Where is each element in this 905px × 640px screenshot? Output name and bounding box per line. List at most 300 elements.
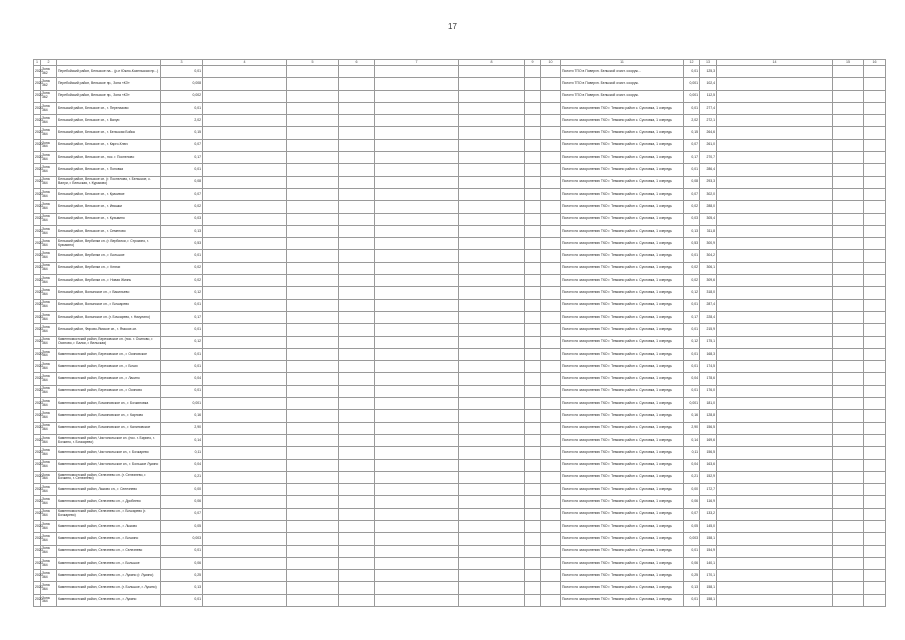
empty-cell (525, 225, 541, 237)
empty-cell (339, 164, 375, 176)
empty-cell (864, 324, 886, 336)
empty-cell (833, 176, 864, 188)
empty-cell (525, 496, 541, 508)
empty-cell (339, 385, 375, 397)
table-row (34, 557, 886, 569)
year-cell: 2020 (34, 471, 41, 483)
empty-cell (833, 361, 864, 373)
empty-cell (375, 78, 459, 90)
empty-cell (833, 570, 864, 582)
year-cell: 2020 (34, 90, 41, 102)
empty-cell (717, 520, 833, 532)
year-cell: 2020 (34, 324, 41, 336)
empty-cell (833, 447, 864, 459)
empty-cell (287, 447, 339, 459)
distance-cell: 112,5 (700, 90, 717, 102)
empty-cell (833, 459, 864, 471)
mass-cell: 0,01 (161, 594, 203, 606)
year-cell: 2020 (34, 287, 41, 299)
empty-cell (541, 570, 561, 582)
empty-cell (375, 508, 459, 520)
column-number: 16 (864, 60, 886, 66)
table-row (34, 324, 886, 336)
empty-cell (717, 213, 833, 225)
mass-cell: 2,02 (161, 115, 203, 127)
empty-cell (287, 299, 339, 311)
locality-cell: Перебойский район, Бельское на... (р-н Южно-Козельская нр...) (57, 66, 161, 78)
empty-cell (833, 373, 864, 385)
empty-cell (833, 311, 864, 323)
table-row (34, 188, 886, 200)
empty-cell (833, 594, 864, 606)
empty-cell (459, 287, 525, 299)
empty-cell (339, 262, 375, 274)
locality-cell: Перебойский район, Вельское пр., Зона «КЗ» (57, 90, 161, 102)
table-row (34, 398, 886, 410)
empty-cell (459, 127, 525, 139)
zone-code-cell: Зона 364 (41, 434, 57, 446)
zone-code-cell: Зона 364 (41, 287, 57, 299)
empty-cell (459, 213, 525, 225)
empty-cell (717, 336, 833, 348)
empty-cell (864, 471, 886, 483)
empty-cell (833, 225, 864, 237)
year-cell: 2020 (34, 557, 41, 569)
empty-cell (459, 238, 525, 250)
empty-cell (375, 447, 459, 459)
empty-cell (339, 311, 375, 323)
empty-cell (525, 311, 541, 323)
empty-cell (339, 361, 375, 373)
empty-cell (287, 90, 339, 102)
empty-cell (525, 484, 541, 496)
table-row (34, 66, 886, 78)
empty-cell (717, 484, 833, 496)
empty-cell (541, 213, 561, 225)
zone-code-cell: Зона 364 (41, 188, 57, 200)
mass-cell: 0,12 (161, 287, 203, 299)
empty-cell (717, 582, 833, 594)
locality-cell: Каменномостский район, Селезнево сп., г. Лукино (г. Лукино) (57, 570, 161, 582)
mass-total-cell: 0,14 (684, 434, 700, 446)
empty-cell (339, 324, 375, 336)
table-row (34, 471, 886, 483)
empty-cell (287, 570, 339, 582)
empty-cell (459, 508, 525, 520)
locality-cell: Каменномостский район, Березовское сп., г. Осиновское (57, 348, 161, 360)
year-cell: 2020 (34, 139, 41, 151)
empty-cell (203, 533, 287, 545)
table-row (34, 311, 886, 323)
empty-cell (833, 78, 864, 90)
column-number: 4 (203, 60, 287, 66)
empty-cell (339, 422, 375, 434)
locality-cell: Бельский район, Вельское сп., г. Семеново (57, 225, 161, 237)
distance-cell: 178,6 (700, 373, 717, 385)
empty-cell (525, 373, 541, 385)
empty-cell (287, 373, 339, 385)
empty-cell (287, 250, 339, 262)
empty-cell (287, 385, 339, 397)
empty-cell (541, 398, 561, 410)
empty-cell (459, 324, 525, 336)
empty-cell (541, 176, 561, 188)
zone-code-cell: Зона 364 (41, 459, 57, 471)
empty-cell (287, 102, 339, 114)
mass-total-cell: 0,04 (684, 459, 700, 471)
empty-cell (203, 471, 287, 483)
column-number: 11 (561, 60, 684, 66)
empty-cell (717, 176, 833, 188)
empty-cell (459, 176, 525, 188)
table-row (34, 336, 886, 348)
facility-cell: Полоти ТПО в Поверхн. Бельской очист. сооруж. (561, 90, 684, 102)
locality-cell: Бельский район, Волынское сп., г. Васильево (57, 287, 161, 299)
empty-cell (203, 127, 287, 139)
distance-cell: 102,4 (700, 78, 717, 90)
empty-cell (203, 188, 287, 200)
table-row (34, 361, 886, 373)
empty-cell (864, 336, 886, 348)
empty-cell (203, 201, 287, 213)
empty-cell (541, 78, 561, 90)
empty-cell (525, 250, 541, 262)
empty-cell (203, 176, 287, 188)
distance-cell: 318,0 (700, 287, 717, 299)
empty-cell (459, 78, 525, 90)
empty-cell (864, 176, 886, 188)
zone-code-cell: Зона 364 (41, 410, 57, 422)
table-row (34, 594, 886, 606)
empty-cell (203, 385, 287, 397)
empty-cell (864, 385, 886, 397)
empty-cell (717, 275, 833, 287)
zone-code-cell: Зона 364 (41, 508, 57, 520)
empty-cell (833, 287, 864, 299)
facility-cell: Полоти ТПО в Поверхн. Бельской очист. сооруж... (561, 66, 684, 78)
empty-cell (864, 373, 886, 385)
mass-total-cell: 0,001 (684, 90, 700, 102)
empty-cell (375, 225, 459, 237)
empty-cell (203, 238, 287, 250)
zone-code-cell: Зона 364 (41, 447, 57, 459)
empty-cell (287, 434, 339, 446)
mass-cell: 0,53 (161, 238, 203, 250)
empty-cell (541, 533, 561, 545)
locality-cell: Каменномостский район, Лыково сп., г. Селезнево (57, 484, 161, 496)
distance-cell: 158,1 (700, 582, 717, 594)
empty-cell (203, 447, 287, 459)
column-number: 5 (287, 60, 339, 66)
facility-cell: Полоти по захоронению ТКО г. Темкино район с. Сусловка, 1 очередь (561, 311, 684, 323)
empty-cell (717, 78, 833, 90)
empty-cell (717, 102, 833, 114)
empty-cell (864, 299, 886, 311)
year-cell: 2020 (34, 311, 41, 323)
empty-cell (717, 115, 833, 127)
table-row (34, 484, 886, 496)
empty-cell (339, 508, 375, 520)
empty-cell (717, 447, 833, 459)
zone-code-cell: Зона 362 (41, 78, 57, 90)
year-cell: 2020 (34, 152, 41, 164)
empty-cell (833, 520, 864, 532)
empty-cell (287, 471, 339, 483)
distance-cell: 215,9 (700, 324, 717, 336)
facility-cell: Полоти по захоронению ТКО г. Темкино район с. Сусловка, 1 очередь (561, 594, 684, 606)
year-cell: 2020 (34, 66, 41, 78)
empty-cell (203, 225, 287, 237)
table-row (34, 459, 886, 471)
empty-cell (375, 139, 459, 151)
year-cell: 2020 (34, 336, 41, 348)
empty-cell (541, 385, 561, 397)
locality-cell: Бельский район, Вельское сп. (г. Поспелово, г. Бельское, с. Валуи, г. Бельская, г. Кураково) (57, 176, 161, 188)
empty-cell (459, 373, 525, 385)
empty-cell (459, 262, 525, 274)
empty-cell (375, 484, 459, 496)
empty-cell (339, 520, 375, 532)
empty-cell (375, 324, 459, 336)
table-row (34, 275, 886, 287)
empty-cell (459, 361, 525, 373)
mass-cell: 0,01 (161, 102, 203, 114)
empty-cell (864, 78, 886, 90)
empty-cell (541, 471, 561, 483)
distance-cell: 272,1 (700, 115, 717, 127)
mass-total-cell: 0,01 (684, 102, 700, 114)
empty-cell (375, 434, 459, 446)
empty-cell (717, 496, 833, 508)
empty-cell (459, 311, 525, 323)
empty-cell (717, 459, 833, 471)
zone-code-cell: Зона 364 (41, 262, 57, 274)
mass-cell: 0,14 (161, 434, 203, 446)
empty-cell (525, 471, 541, 483)
empty-cell (717, 434, 833, 446)
empty-cell (203, 496, 287, 508)
mass-cell: 0,12 (161, 336, 203, 348)
facility-cell: Полоти по захоронению ТКО г. Темкино район с. Сусловка, 1 очередь (561, 447, 684, 459)
empty-cell (375, 262, 459, 274)
facility-cell: Полоти по захоронению ТКО г. Темкино район с. Сусловка, 1 очередь (561, 250, 684, 262)
empty-cell (717, 385, 833, 397)
mass-cell: 0,04 (161, 373, 203, 385)
empty-cell (375, 496, 459, 508)
empty-cell (203, 164, 287, 176)
distance-cell: 311,8 (700, 225, 717, 237)
empty-cell (717, 127, 833, 139)
empty-cell (525, 545, 541, 557)
empty-cell (864, 127, 886, 139)
empty-cell (459, 496, 525, 508)
empty-cell (525, 213, 541, 225)
empty-cell (203, 361, 287, 373)
mass-cell: 0,002 (161, 90, 203, 102)
empty-cell (459, 398, 525, 410)
empty-cell (541, 201, 561, 213)
mass-cell: 0,02 (161, 201, 203, 213)
empty-cell (864, 238, 886, 250)
empty-cell (541, 496, 561, 508)
empty-cell (339, 152, 375, 164)
empty-cell (525, 139, 541, 151)
mass-cell: 0,02 (161, 275, 203, 287)
empty-cell (459, 385, 525, 397)
mass-total-cell: 0,01 (684, 545, 700, 557)
locality-cell: Каменномостский район, Чистопольское сп., г. Большое Лукино (57, 459, 161, 471)
empty-cell (833, 545, 864, 557)
empty-cell (833, 102, 864, 114)
empty-cell (717, 311, 833, 323)
empty-cell (864, 434, 886, 446)
mass-total-cell: 0,21 (684, 471, 700, 483)
empty-cell (864, 90, 886, 102)
column-number: 10 (541, 60, 561, 66)
empty-cell (541, 434, 561, 446)
mass-cell: 0,11 (161, 447, 203, 459)
empty-cell (375, 533, 459, 545)
table-row (34, 262, 886, 274)
empty-cell (203, 275, 287, 287)
empty-cell (833, 262, 864, 274)
locality-cell: Бельский район, Фирово-Ямское сп., г. Ямское-сп. (57, 324, 161, 336)
empty-cell (459, 471, 525, 483)
locality-cell: Перебойский район, Вельское пр., Зона «КЗ» (57, 78, 161, 90)
mass-cell: 0,13 (161, 582, 203, 594)
empty-cell (339, 299, 375, 311)
facility-cell: Полоти по захоронению ТКО г. Темкино район с. Сусловка, 1 очередь (561, 582, 684, 594)
zone-code-cell: Зона 364 (41, 102, 57, 114)
distance-cell: 302,0 (700, 188, 717, 200)
zone-code-cell: Зона 364 (41, 496, 57, 508)
empty-cell (459, 582, 525, 594)
empty-cell (459, 484, 525, 496)
empty-cell (833, 434, 864, 446)
empty-cell (375, 201, 459, 213)
empty-cell (541, 188, 561, 200)
empty-cell (203, 213, 287, 225)
empty-cell (717, 201, 833, 213)
empty-cell (525, 508, 541, 520)
table-row (34, 299, 886, 311)
facility-cell: Полоти по захоронению ТКО г. Темкино район с. Сусловка, 1 очередь (561, 201, 684, 213)
empty-cell (375, 582, 459, 594)
zone-code-cell: Зона 364 (41, 152, 57, 164)
year-cell: 2020 (34, 484, 41, 496)
column-number: 1 (34, 60, 41, 66)
empty-cell (203, 311, 287, 323)
locality-cell: Бельский район, Бельское сп., г. Валуи (57, 115, 161, 127)
zone-code-cell: Зона 364 (41, 471, 57, 483)
facility-cell: Полоти по захоронению ТКО г. Темкино район с. Сусловка, 1 очередь (561, 508, 684, 520)
empty-cell (833, 66, 864, 78)
mass-total-cell: 0,01 (684, 250, 700, 262)
table-row (34, 152, 886, 164)
column-number: 9 (525, 60, 541, 66)
empty-cell (375, 66, 459, 78)
empty-cell (833, 188, 864, 200)
mass-total-cell: 0,01 (684, 66, 700, 78)
column-number: 15 (833, 60, 864, 66)
empty-cell (375, 385, 459, 397)
mass-cell: 0,01 (161, 545, 203, 557)
distance-cell: 175,1 (700, 336, 717, 348)
empty-cell (541, 459, 561, 471)
table-row (34, 238, 886, 250)
table-row (34, 434, 886, 446)
empty-cell (339, 410, 375, 422)
year-cell: 2020 (34, 533, 41, 545)
locality-cell: Бельский район, Вербилки сп., г. Ключи (57, 262, 161, 274)
empty-cell (375, 188, 459, 200)
empty-cell (287, 361, 339, 373)
locality-cell: Каменномостский район, Селезнево сп., г. Лукино (57, 594, 161, 606)
empty-cell (864, 484, 886, 496)
empty-cell (375, 176, 459, 188)
locality-cell: Бельский район, Вельское сп., г. Ивашки (57, 201, 161, 213)
empty-cell (833, 90, 864, 102)
empty-cell (459, 188, 525, 200)
mass-cell: 0,02 (161, 262, 203, 274)
empty-cell (833, 582, 864, 594)
zone-code-cell: Зона 362 (41, 90, 57, 102)
empty-cell (339, 484, 375, 496)
empty-cell (203, 557, 287, 569)
locality-cell: Бельский район, Вербилки сп., г. Новая Жизнь (57, 275, 161, 287)
column-number: 12 (684, 60, 700, 66)
empty-cell (541, 262, 561, 274)
empty-cell (833, 115, 864, 127)
empty-cell (203, 545, 287, 557)
empty-cell (864, 533, 886, 545)
mass-cell: 0,01 (161, 164, 203, 176)
mass-cell: 0,21 (161, 471, 203, 483)
facility-cell: Полоти по захоронению ТКО г. Темкино район с. Сусловка, 1 очередь (561, 127, 684, 139)
empty-cell (339, 582, 375, 594)
empty-cell (525, 115, 541, 127)
empty-cell (287, 336, 339, 348)
empty-cell (375, 410, 459, 422)
empty-cell (833, 324, 864, 336)
empty-cell (864, 311, 886, 323)
zone-code-cell: Зона 364 (41, 127, 57, 139)
mass-cell: 0,16 (161, 410, 203, 422)
mass-cell: 0,003 (161, 533, 203, 545)
empty-cell (525, 102, 541, 114)
empty-cell (203, 594, 287, 606)
register-table (33, 59, 886, 607)
mass-cell: 0,00 (161, 484, 203, 496)
empty-cell (375, 127, 459, 139)
empty-cell (525, 385, 541, 397)
empty-cell (339, 471, 375, 483)
empty-cell (525, 66, 541, 78)
empty-cell (375, 398, 459, 410)
empty-cell (459, 225, 525, 237)
mass-total-cell: 0,001 (684, 398, 700, 410)
mass-cell: 0,01 (161, 250, 203, 262)
locality-cell: Каменномостский район, Селезнево сп. (г. Селезнево, г. Бочкино, г. Селезнево) (57, 471, 161, 483)
year-cell: 2020 (34, 545, 41, 557)
locality-cell: Бельский район, Волынское сп. (г. Бочкарево, г. Никулино) (57, 311, 161, 323)
empty-cell (375, 570, 459, 582)
empty-cell (339, 275, 375, 287)
empty-cell (833, 348, 864, 360)
mass-total-cell: 0,01 (684, 594, 700, 606)
empty-cell (339, 496, 375, 508)
empty-cell (864, 250, 886, 262)
